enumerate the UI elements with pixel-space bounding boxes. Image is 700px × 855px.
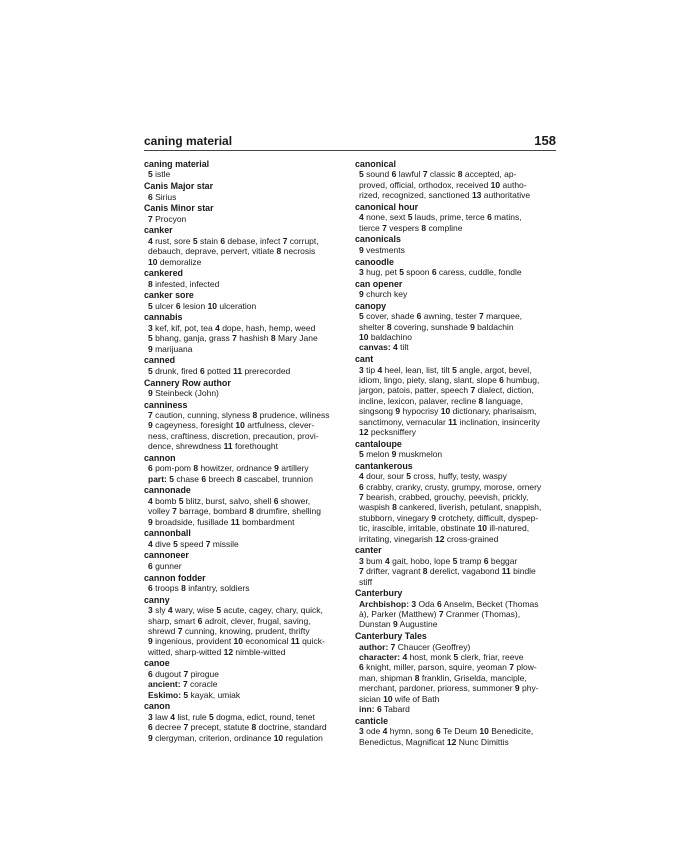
entry-line: 4 none, sext 5 lauds, prime, terce 6 matins, — [359, 212, 522, 223]
entry-number: 9 — [359, 244, 364, 255]
entry-line: 7 caution, cunning, slyness 8 prudence, wiliness — [148, 410, 330, 421]
entry-line: 6 pom-pom 8 howitzer, ordnance 9 artillery — [148, 463, 309, 474]
entry-number: 7 — [172, 506, 177, 517]
entry-number: 8 — [236, 473, 242, 484]
entry-headword: cant — [355, 354, 374, 365]
entry-number: 5 — [208, 711, 214, 722]
entry-line: stubborn, vinegary 9 crotchety, difficult, dyspep- — [359, 512, 539, 523]
running-headword: caning material — [144, 134, 233, 148]
entry-number: 10 — [233, 636, 244, 647]
entry-number: 10 — [359, 331, 369, 342]
dictionary-entry — [144, 485, 346, 527]
entry-number: 6 — [483, 555, 489, 566]
entry-number: 7 — [359, 566, 364, 577]
entry-line: 6 dugout 7 pirogue — [148, 668, 219, 679]
entry-number: 8 — [421, 222, 427, 233]
entry-line: 10 demoralize — [148, 256, 202, 267]
entry-number: 7 — [422, 169, 428, 180]
entry-number: 7 — [509, 662, 514, 673]
entry-number: 10 — [207, 300, 218, 311]
dictionary-entry — [355, 354, 557, 437]
entry-number: 7 — [282, 235, 288, 246]
entry-number: 6 — [499, 374, 504, 385]
dictionary-entry — [355, 545, 557, 587]
entry-number: 3 — [359, 266, 364, 277]
entry-line: 5 cover, shade 6 awning, tester 7 marquee, — [359, 311, 523, 322]
entry-headword: canonical — [355, 159, 396, 169]
entry-number: 5 — [453, 651, 459, 662]
dictionary-entry — [144, 312, 346, 354]
entry-number: 12 — [446, 736, 457, 747]
entry-line: debauch, deprave, pervert, vitiate 8 necrosis — [148, 246, 316, 257]
entry-number: 6 — [148, 583, 153, 593]
entry-number: 3 — [148, 711, 153, 722]
entry-number: 7 — [148, 410, 153, 421]
entry-number: 11 — [223, 441, 233, 452]
dictionary-entry — [144, 159, 346, 180]
entry-number: 5 — [407, 212, 413, 223]
entry-line: 3 tip 4 heel, lean, list, tilt 5 angle, argot, bevel, — [359, 364, 532, 375]
entry-line: 7 Procyon — [148, 213, 187, 224]
entry-line: 3 law 4 list, rule 5 dogma, edict, round, tenet — [148, 711, 315, 722]
entry-line: 8 infested, infected — [148, 278, 220, 289]
entry-line: incline, lexicon, palaver, recline 8 language, — [359, 395, 523, 406]
entry-line: 6 troops 8 infantry, soldiers — [148, 583, 250, 593]
entry-line: sanctimony, vernacular 11 inclination, insincerity — [359, 416, 540, 427]
entry-line: 5 drunk, fired 6 potted 11 prerecorded — [148, 365, 291, 376]
entry-headword: canopy — [355, 300, 387, 311]
entry-number: author: 7 — [359, 641, 396, 652]
entry-headword: Cannery Row author — [144, 377, 231, 388]
entry-number: 5 — [216, 605, 222, 616]
entry-number: 6 — [175, 300, 181, 311]
dictionary-entry — [144, 290, 346, 311]
entry-line: à), Parker (Matthew) 7 Cranmer (Thomas), — [359, 609, 521, 620]
left-column — [144, 159, 346, 744]
entry-headword: canonicals — [355, 234, 401, 245]
entry-number: 7 — [438, 609, 444, 620]
entry-number: 9 — [148, 732, 153, 743]
entry-number: 4 — [385, 555, 390, 566]
entry-headword: canniness — [144, 399, 188, 410]
entry-headword: canned — [144, 355, 176, 366]
entry-number: 5 — [452, 364, 457, 375]
entry-number: 4 — [377, 364, 383, 375]
entry-headword: canoe — [144, 658, 170, 669]
entry-number: 10 — [479, 726, 489, 737]
entry-number: 6 — [197, 615, 203, 626]
dictionary-entry — [355, 279, 557, 300]
entry-number: 8 — [386, 321, 392, 332]
entry-number: 5 — [452, 555, 458, 566]
entry-headword: cannabis — [144, 312, 183, 323]
entry-line: rized, recognized, sanctioned 13 authoritative — [359, 190, 531, 201]
entry-number: 3 — [359, 726, 364, 737]
entry-number: 8 — [478, 395, 484, 406]
dictionary-entry — [355, 631, 557, 714]
entry-headword: Canis Major star — [144, 181, 214, 192]
dictionary-entry — [144, 268, 346, 289]
entry-number: 9 — [148, 636, 153, 647]
entry-number: 5 — [148, 365, 153, 376]
entry-number: 11 — [290, 636, 300, 647]
entry-number: 9 — [431, 512, 437, 523]
entry-headword: caning material — [144, 159, 210, 169]
entry-number: 4 — [167, 605, 173, 616]
entry-line: 9 Steinbeck (John) — [148, 387, 219, 398]
entry-line: shelter 8 covering, sunshade 9 baldachin — [359, 321, 514, 332]
entry-number: 3 — [359, 364, 364, 375]
entry-line: 6 decree 7 precept, statute 8 doctrine, standard — [148, 722, 327, 733]
entry-number: ancient: 7 — [148, 679, 188, 690]
entry-number: 5 — [399, 266, 404, 277]
entry-number: 8 — [249, 506, 254, 517]
entry-number: 11 — [501, 566, 511, 577]
entry-line: 5 istle — [148, 169, 171, 180]
entry-line: proved, official, orthodox, received 10 autho- — [359, 179, 527, 190]
entry-number: 10 — [148, 256, 158, 267]
entry-number: 11 — [230, 516, 240, 527]
entry-headword: cannonade — [144, 485, 191, 496]
entry-number: 6 — [359, 481, 364, 492]
entry-number: 6 — [148, 668, 153, 679]
entry-line: sharp, smart 6 adroit, clever, frugal, saving, — [148, 615, 311, 626]
entry-line: ness, craftiness, discretion, precaution, provi- — [148, 430, 319, 441]
entry-headword: canonical hour — [355, 201, 419, 212]
entry-line: 12 pecksniffery — [359, 426, 417, 437]
entry-number: 7 — [177, 625, 183, 636]
entry-number: 10 — [440, 406, 451, 417]
entry-number: 9 — [148, 387, 153, 398]
entry-line: 3 ode 4 hymn, song 6 Te Deum 10 Benedicite, — [359, 726, 534, 737]
entry-number: 6 — [148, 722, 153, 733]
entry-line: inn: 6 Tabard — [359, 703, 410, 714]
dictionary-entry — [355, 301, 557, 353]
dictionary-entry — [144, 181, 346, 202]
dictionary-entry — [144, 595, 346, 657]
entry-number: 10 — [477, 523, 488, 534]
entry-number: Eskimo: 5 — [148, 689, 189, 700]
entry-number: 9 — [470, 321, 475, 332]
entry-line: singsong 9 hypocrisy 10 dictionary, pharisaism, — [359, 406, 537, 417]
entry-line: 9 clergyman, criterion, ordinance 10 regulation — [148, 732, 323, 743]
entry-number: 7 — [148, 213, 153, 224]
entry-number: 8 — [270, 333, 276, 344]
entry-number: 6 — [201, 473, 207, 484]
dictionary-entry — [144, 400, 346, 452]
page-header — [144, 132, 556, 152]
entry-line: tierce 7 vespers 8 compline — [359, 222, 463, 233]
entry-line: canvas: 4 tilt — [359, 342, 409, 353]
entry-number: 5 — [148, 300, 153, 311]
entry-headword: Canis Minor star — [144, 203, 214, 214]
entry-number: 6 — [391, 169, 397, 180]
entry-line: 6 Sirius — [148, 191, 177, 202]
entry-number: 4 — [148, 538, 153, 549]
dictionary-entry — [144, 225, 346, 267]
entry-headword: cannon — [144, 452, 176, 463]
entry-line: 6 gunner — [148, 560, 182, 571]
entry-number: 3 — [148, 605, 153, 616]
entry-line: Archbishop: 3 Oda 6 Anselm, Becket (Thomas — [359, 598, 539, 609]
entry-number: 4 — [382, 726, 388, 737]
entry-line: jargon, patois, patter, speech 7 dialect, diction, — [359, 385, 534, 396]
entry-number: 3 — [359, 555, 364, 566]
entry-line: man, shipman 8 franklin, Griselda, manciple, — [359, 672, 527, 683]
entry-number: 8 — [251, 722, 257, 733]
entry-headword: cankered — [144, 268, 183, 279]
entry-number: 3 — [148, 322, 153, 333]
entry-headword: canker sore — [144, 290, 194, 301]
entry-number: 7 — [470, 385, 476, 396]
entry-number: 6 — [416, 311, 422, 322]
entry-number: 6 — [359, 662, 364, 673]
entry-line: 9 church key — [359, 289, 408, 300]
entry-headword: canter — [355, 545, 382, 556]
entry-number: 7 — [183, 668, 189, 679]
dictionary-entry — [144, 203, 346, 224]
dictionary-page — [144, 132, 556, 747]
entry-number: 9 — [395, 406, 401, 417]
dictionary-entry — [355, 202, 557, 233]
entry-headword: can opener — [355, 278, 403, 289]
entry-number: 9 — [148, 516, 153, 527]
entry-headword: cannonball — [144, 528, 191, 539]
entry-number: 6 — [436, 726, 441, 737]
entry-line: 5 sound 6 lawful 7 classic 8 accepted, ap- — [359, 169, 517, 180]
entry-number: 12 — [435, 533, 445, 544]
entry-line: shrewd 7 cunning, knowing, prudent, thrifty — [148, 625, 310, 636]
entry-line: ancient: 7 coracle — [148, 679, 218, 690]
entry-line: merchant, pardoner, prioress, summoner 9 phy- — [359, 683, 539, 694]
entry-number: 10 — [273, 732, 284, 743]
entry-number: 8 — [392, 502, 397, 513]
entry-line: 10 baldachino — [359, 331, 412, 342]
entry-number: canvas: 4 — [359, 342, 398, 353]
entry-line: 3 sly 4 wary, wise 5 acute, cagey, chary, quick, — [148, 605, 323, 616]
entry-headword: cantankerous — [355, 460, 413, 471]
entry-line: character: 4 host, monk 5 clerk, friar, reeve — [359, 651, 524, 662]
entry-number: 5 — [148, 169, 153, 180]
entry-number: part: 5 — [148, 473, 174, 484]
entry-line: volley 7 barrage, bombard 8 drumfire, shelling — [148, 506, 321, 517]
entry-number: 5 — [359, 449, 364, 460]
dictionary-entry — [355, 588, 557, 630]
entry-line: 6 knight, miller, parson, squire, yeoman 7 plow- — [359, 662, 537, 673]
entry-line: author: 7 Chaucer (Geoffrey) — [359, 641, 471, 652]
dictionary-entry — [355, 716, 557, 747]
entry-number: 8 — [422, 566, 428, 577]
entry-number: 9 — [393, 619, 398, 630]
entry-number: 5 — [148, 333, 153, 344]
entry-number: 10 — [383, 693, 393, 704]
entry-number: 5 — [178, 495, 184, 506]
entry-number: 4 — [170, 711, 175, 722]
entry-number: 6 — [148, 191, 153, 202]
entry-headword: cannon fodder — [144, 572, 206, 583]
entry-number: 10 — [235, 420, 245, 431]
entry-number: 5 — [359, 311, 364, 322]
entry-number: 6 — [487, 212, 492, 223]
entry-number: 11 — [233, 365, 243, 376]
entry-number: 6 — [199, 365, 205, 376]
entry-number: 6 — [148, 560, 153, 571]
entry-number: 6 — [436, 598, 442, 609]
entry-number: 4 — [359, 471, 364, 482]
entry-headword: canoodle — [355, 256, 394, 267]
dictionary-entry — [144, 453, 346, 484]
entry-headword: canker — [144, 225, 173, 236]
entry-number: 8 — [181, 583, 186, 593]
entry-headword: Canterbury Tales — [355, 631, 427, 642]
entry-line: 3 bum 4 gait, hobo, lope 5 tramp 6 beggar — [359, 555, 518, 566]
dictionary-entry — [355, 234, 557, 255]
entry-line: 9 broadside, fusillade 11 bombardment — [148, 516, 295, 527]
entry-headword: canon — [144, 701, 171, 712]
entry-number: 9 — [391, 449, 397, 460]
entry-number: 7 — [479, 311, 484, 322]
dictionary-entry — [355, 439, 557, 460]
entry-headword: Canterbury — [355, 588, 403, 599]
entry-number: 6 — [220, 235, 226, 246]
entry-line: 3 hug, pet 5 spoon 6 caress, cuddle, fondle — [359, 266, 522, 277]
entry-number: 8 — [193, 463, 199, 474]
entry-line: 4 dour, sour 5 cross, huffy, testy, waspy — [359, 471, 507, 482]
entry-headword: canticle — [355, 715, 389, 726]
dictionary-entry — [355, 257, 557, 278]
entry-line: part: 5 chase 6 breech 8 cascabel, trunnion — [148, 473, 313, 484]
entry-line: dence, shrewdness 11 forethought — [148, 441, 278, 452]
dictionary-entry — [144, 658, 346, 700]
entry-number: 9 — [359, 289, 364, 300]
entry-line: 4 dive 5 speed 7 missile — [148, 538, 239, 549]
entry-number: 6 — [273, 495, 279, 506]
dictionary-entry — [144, 355, 346, 376]
entry-line: 9 cageyness, foresight 10 artfulness, clever- — [148, 420, 315, 431]
entry-line: sician 10 wife of Bath — [359, 693, 440, 704]
entry-line: idiom, lingo, piety, slang, slant, slope 6 humbug, — [359, 374, 540, 385]
entry-line: 4 bomb 5 blitz, burst, salvo, shell 6 shower, — [148, 495, 311, 506]
entry-number: 8 — [252, 410, 258, 421]
entry-number: 13 — [471, 190, 482, 201]
dictionary-entry — [355, 461, 557, 544]
entry-headword: cantaloupe — [355, 438, 402, 449]
entry-number: 12 — [359, 426, 369, 437]
entry-number: 7 — [205, 538, 211, 549]
right-column — [355, 159, 557, 748]
entry-line: stiff — [359, 576, 373, 587]
entry-number: 8 — [457, 169, 463, 180]
entry-number: 7 — [183, 722, 189, 733]
entry-number: 4 — [148, 495, 153, 506]
entry-headword: cannoneer — [144, 550, 189, 561]
entry-line: 9 vestments — [359, 244, 405, 255]
entry-line: tic, irascible, irritable, obstinate 10 ill-natured, — [359, 523, 530, 534]
dictionary-entry — [355, 159, 557, 201]
entry-line: 3 kef, kif, pot, tea 4 dope, hash, hemp, weed — [148, 322, 316, 333]
dictionary-entry — [144, 528, 346, 549]
entry-number: 5 — [359, 169, 364, 180]
entry-number: 7 — [232, 333, 237, 344]
entry-line: Benedictus, Magnificat 12 Nunc Dimittis — [359, 736, 509, 747]
entry-number: 6 — [148, 463, 153, 474]
entry-number: 7 — [382, 222, 387, 233]
entry-number: 10 — [490, 179, 501, 190]
entry-line: 9 ingenious, provident 10 economical 11 quick- — [148, 636, 325, 647]
page-number: 158 — [534, 133, 556, 148]
entry-line: 5 ulcer 6 lesion 10 ulceration — [148, 300, 257, 311]
entry-number: 9 — [514, 683, 520, 694]
entry-number: 4 — [148, 235, 153, 246]
entry-number: 9 — [274, 463, 279, 474]
entry-line: 6 crabby, cranky, crusty, grumpy, morose, ornery — [359, 481, 542, 492]
dictionary-entry — [144, 378, 346, 399]
entry-number: 11 — [448, 416, 458, 427]
entry-line: 7 drifter, vagrant 8 derelict, vagabond 11 bindle — [359, 566, 536, 577]
entry-line: waspish 8 cankered, liverish, petulant, snappish, — [359, 502, 542, 513]
entry-number: inn: 6 — [359, 703, 382, 714]
entry-number: 8 — [276, 246, 282, 257]
entry-line: 9 marijuana — [148, 343, 193, 354]
entry-number: Archbishop: 3 — [359, 598, 417, 609]
entry-number: 12 — [223, 646, 234, 657]
entry-number: 8 — [414, 672, 420, 683]
entry-number: character: 4 — [359, 651, 408, 662]
dictionary-entry — [144, 573, 346, 594]
entry-number: 5 — [192, 235, 198, 246]
entry-line: 4 rust, sore 5 stain 6 debase, infect 7 corrupt, — [148, 235, 319, 246]
dictionary-entry — [144, 701, 346, 743]
entry-headword: canny — [144, 594, 170, 605]
entry-line: irritating, vinegarish 12 cross-grained — [359, 533, 499, 544]
entry-number: 7 — [359, 491, 364, 502]
entry-number: 4 — [215, 322, 220, 333]
header-rule — [144, 150, 556, 151]
entry-line: 7 bearish, crabbed, grouchy, peevish, prickly, — [359, 491, 529, 502]
entry-line: 5 melon 9 muskmelon — [359, 449, 443, 460]
entry-number: 8 — [148, 278, 153, 289]
entry-line: witted, sharp-witted 12 nimble-witted — [148, 646, 286, 657]
entry-number: 5 — [173, 538, 178, 549]
entry-number: 9 — [148, 343, 153, 354]
entry-number: 5 — [406, 471, 411, 482]
entry-number: 9 — [148, 420, 153, 431]
entry-number: 4 — [359, 212, 364, 223]
dictionary-entry — [144, 550, 346, 571]
entry-line: Dunstan 9 Augustine — [359, 619, 438, 630]
entry-number: 6 — [431, 266, 437, 277]
entry-line: 5 bhang, ganja, grass 7 hashish 8 Mary Jane — [148, 333, 318, 344]
entry-line: Eskimo: 5 kayak, umiak — [148, 689, 241, 700]
